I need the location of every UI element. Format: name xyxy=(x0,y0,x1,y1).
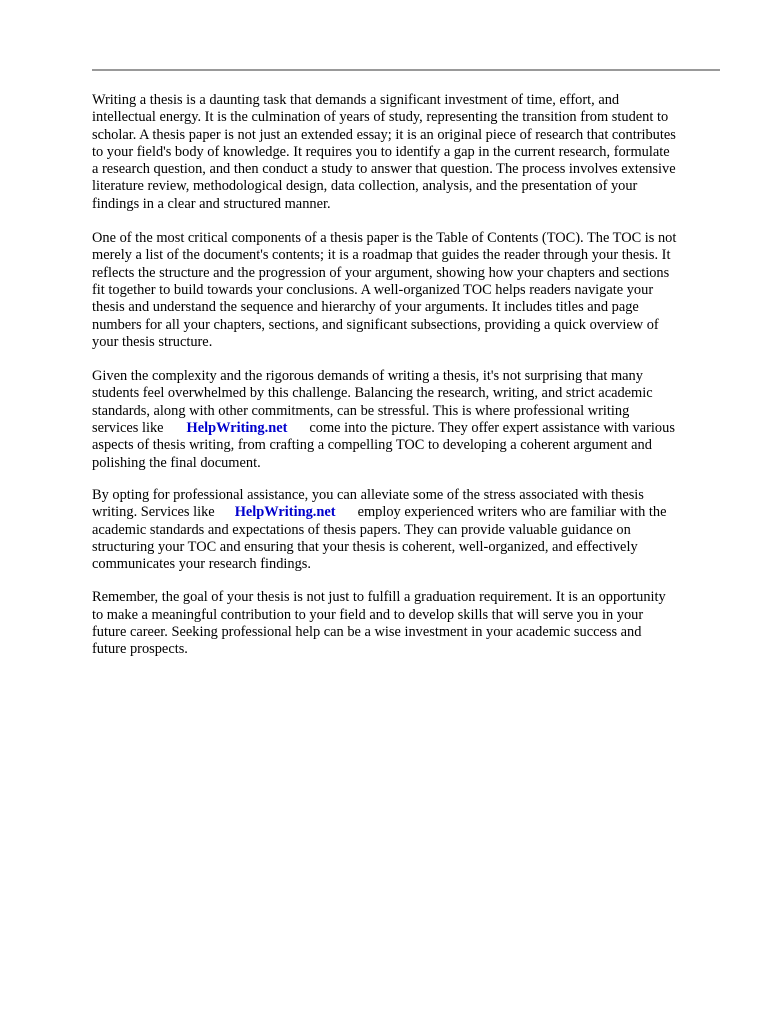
paragraph-conclusion: Remember, the goal of your thesis is not just to fulfill a graduation requirement. It is an opportunity to make a meaningful contribution to your field and to develop skills that will serve you in your future career. Seeking professional help can be a wise investment in your academic success and future prospects. xyxy=(92,589,666,658)
paragraph-assistance-text-before: By opting for professional assistance, you can alleviate some of the stress associated with thesis writing. Services like xyxy=(92,486,644,521)
helpwriting-link-2[interactable]: HelpWriting.net xyxy=(234,504,336,521)
paragraph-services xyxy=(92,368,732,472)
paragraph-services-text-before: Given the complexity and the rigorous demands of writing a thesis, it's not surprising that many students feel overwhelmed by this challenge. Balancing the research, writing, and strict academic standards, along with other commitments, can be stressful. This is where professional writing services like xyxy=(92,368,653,437)
document-body xyxy=(92,92,732,675)
helpwriting-link[interactable]: HelpWriting.net xyxy=(186,420,288,437)
paragraph-assistance-text-after: employ experienced writers who are familiar with the academic standards and expectations of thesis papers. They can provide valuable guidance on structuring your TOC and ensuring that your thesis is coherent, well-organized, and effectively communicates your research findings. xyxy=(92,504,667,573)
paragraph-intro: Writing a thesis is a daunting task that demands a significant investment of time, effort, and intellectual energy. It is the culmination of years of study, representing the transition from student to scholar. A thesis paper is not just an extended essay; it is an original piece of research that contributes to your field's body of knowledge. It requires you to identify a gap in the current research, formulate a research question, and then conduct a study to answer that question. The process involves extensive literature review, methodological design, data collection, analysis, and the presentation of your findings in a clear and structured manner. xyxy=(92,92,676,212)
paragraph-services-text-after: come into the picture. They offer expert assistance with various aspects of thesis writing, from crafting a compelling TOC to developing a coherent argument and polishing the final document. xyxy=(92,420,675,471)
paragraph-assistance xyxy=(92,487,732,573)
paragraph-toc: One of the most critical components of a thesis paper is the Table of Contents (TOC). The TOC is not merely a list of the document's contents; it is a roadmap that guides the reader through your thesis. It reflects the structure and the progression of your argument, showing how your chapters and sections fit together to build towards your conclusions. A well-organized TOC helps readers navigate your thesis and understand the sequence and hierarchy of your arguments. It includes titles and page numbers for all your chapters, sections, and significant subsections, providing a quick overview of your thesis structure. xyxy=(92,230,677,350)
top-divider xyxy=(92,69,720,71)
